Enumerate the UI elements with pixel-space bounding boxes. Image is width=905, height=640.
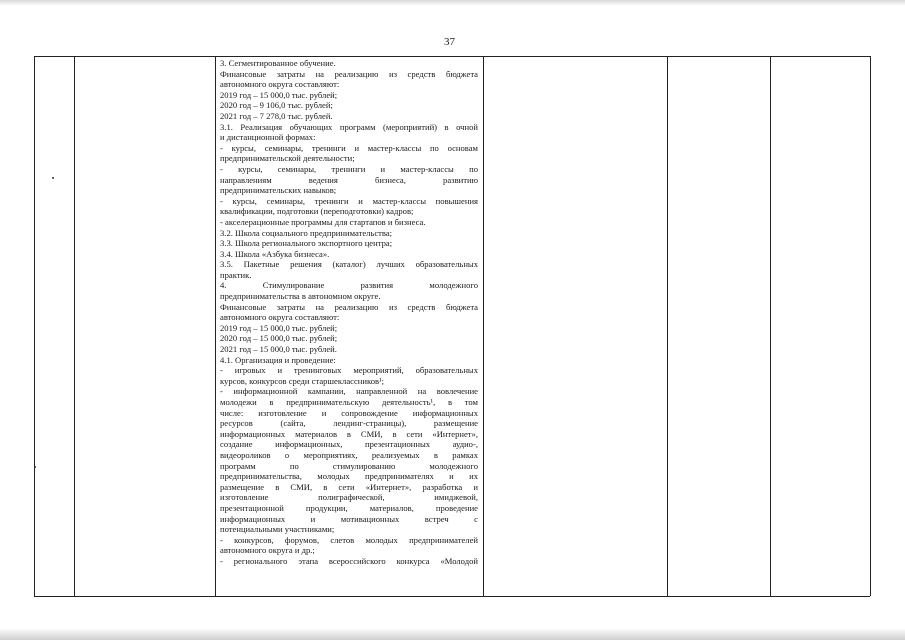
text-line: потенциальными участниками; xyxy=(220,524,335,535)
table-cell-measures xyxy=(220,58,478,596)
scan-speck xyxy=(52,177,54,179)
text-line: информационных и мотивационных встреч с xyxy=(220,513,478,524)
text-line: - информационной кампании, направленной на вовлечение xyxy=(220,386,478,397)
text-line: - курсы, семинары, тренинги и мастер-классы по основам xyxy=(220,142,478,153)
table-top-border xyxy=(34,56,870,57)
table-bottom-border xyxy=(34,596,870,597)
text-line: 3.4. Школа «Азбука бизнеса». xyxy=(220,248,330,259)
text-line: 2021 год – 15 000,0 тыс. рублей. xyxy=(220,344,337,355)
text-line: направлениям ведения бизнеса, развитию xyxy=(220,174,478,185)
table-border-right xyxy=(870,56,871,596)
text-line: Финансовые затраты на реализацию из средств бюджета xyxy=(220,301,478,312)
table-column-divider xyxy=(667,56,668,596)
text-line: 3.3. Школа регионального экспортного центра; xyxy=(220,238,393,249)
text-line: - конкурсов, форумов, слетов молодых предпринимателей xyxy=(220,534,478,545)
text-line: предпринимательской деятельности; xyxy=(220,153,355,164)
text-line: - игровых и тренинговых мероприятий, образовательных xyxy=(220,365,478,376)
text-line: Финансовые затраты на реализацию из средств бюджета xyxy=(220,68,478,79)
text-line: ресурсов (сайта, лендинг-страницы), размещение xyxy=(220,418,478,429)
text-line: 3. Сегментированное обучение. xyxy=(220,58,336,68)
text-line: - курсы, семинары, тренинги и мастер-классы по xyxy=(220,163,478,174)
text-line: создание информационных, презентационных аудио-, xyxy=(220,439,478,450)
scan-top-edge xyxy=(0,0,905,6)
text-line: 2019 год – 15 000,0 тыс. рублей; xyxy=(220,322,338,333)
text-line: программ по стимулированию молодежного xyxy=(220,460,478,471)
text-line: 3.1. Реализация обучающих программ (мероприятий) в очной xyxy=(220,121,478,132)
text-line: 2021 год – 7 278,0 тыс. рублей. xyxy=(220,110,333,121)
table-column-divider xyxy=(215,56,216,596)
text-line: презентационной продукции, материалов, проведение xyxy=(220,502,478,513)
text-line: - акселерационные программы для стартапов и бизнеса. xyxy=(220,216,426,227)
text-line: предпринимательства, молодых предпринимателях и их xyxy=(220,471,478,482)
table-border-left xyxy=(34,56,35,596)
text-line: 3.5. Пакетные решения (каталог) лучших образовательных xyxy=(220,259,478,270)
text-line: курсов, конкурсов среди старшеклассников¹; xyxy=(220,375,385,386)
text-line: информационных материалов в СМИ, в сети «Интернет», xyxy=(220,428,478,439)
text-line: молодежи в предпринимательскую деятельность¹, в том xyxy=(220,397,478,407)
text-line: - регионального этапа всероссийского конкурса «Молодой xyxy=(220,555,478,566)
table-column-divider xyxy=(483,56,484,596)
text-line: - курсы, семинары, тренинги и мастер-классы повышения xyxy=(220,195,478,206)
text-line: предпринимательских навыков; xyxy=(220,185,337,196)
page-number: 37 xyxy=(444,36,455,48)
text-line: 2020 год – 15 000,0 тыс. рублей; xyxy=(220,333,338,344)
text-line: числе: изготовление и сопровождение информационных xyxy=(220,407,478,418)
text-line: 4.1. Организация и проведение: xyxy=(220,354,336,365)
text-line: 4. Стимулирование развития молодежного xyxy=(220,280,478,291)
text-line: автономного округа и др.; xyxy=(220,545,315,556)
text-line: автономного округа составляют: xyxy=(220,312,340,323)
text-line: размещение в СМИ, в сети «Интернет», разработка и xyxy=(220,481,478,492)
text-line: квалификации, подготовки (переподготовки) кадров; xyxy=(220,206,414,217)
text-line: 2020 год – 9 106,0 тыс. рублей; xyxy=(220,100,333,111)
text-line: предпринимательства в автономном округе. xyxy=(220,291,381,302)
table-column-divider xyxy=(74,56,75,596)
scan-bottom-edge xyxy=(0,628,905,640)
scan-speck xyxy=(34,466,36,468)
text-line: практик. xyxy=(220,269,252,280)
text-line: 3.2. Школа социального предпринимательства; xyxy=(220,227,393,238)
text-line: автономного округа составляют: xyxy=(220,79,340,90)
text-line: изготовление полиграфической, имиджевой, xyxy=(220,492,478,503)
text-line: 2019 год – 15 000,0 тыс. рублей; xyxy=(220,89,338,100)
text-line: и дистанционной формах: xyxy=(220,132,316,143)
text-line: видеороликов о мероприятиях, реализуемых в рамках xyxy=(220,449,478,460)
table-column-divider xyxy=(770,56,771,596)
